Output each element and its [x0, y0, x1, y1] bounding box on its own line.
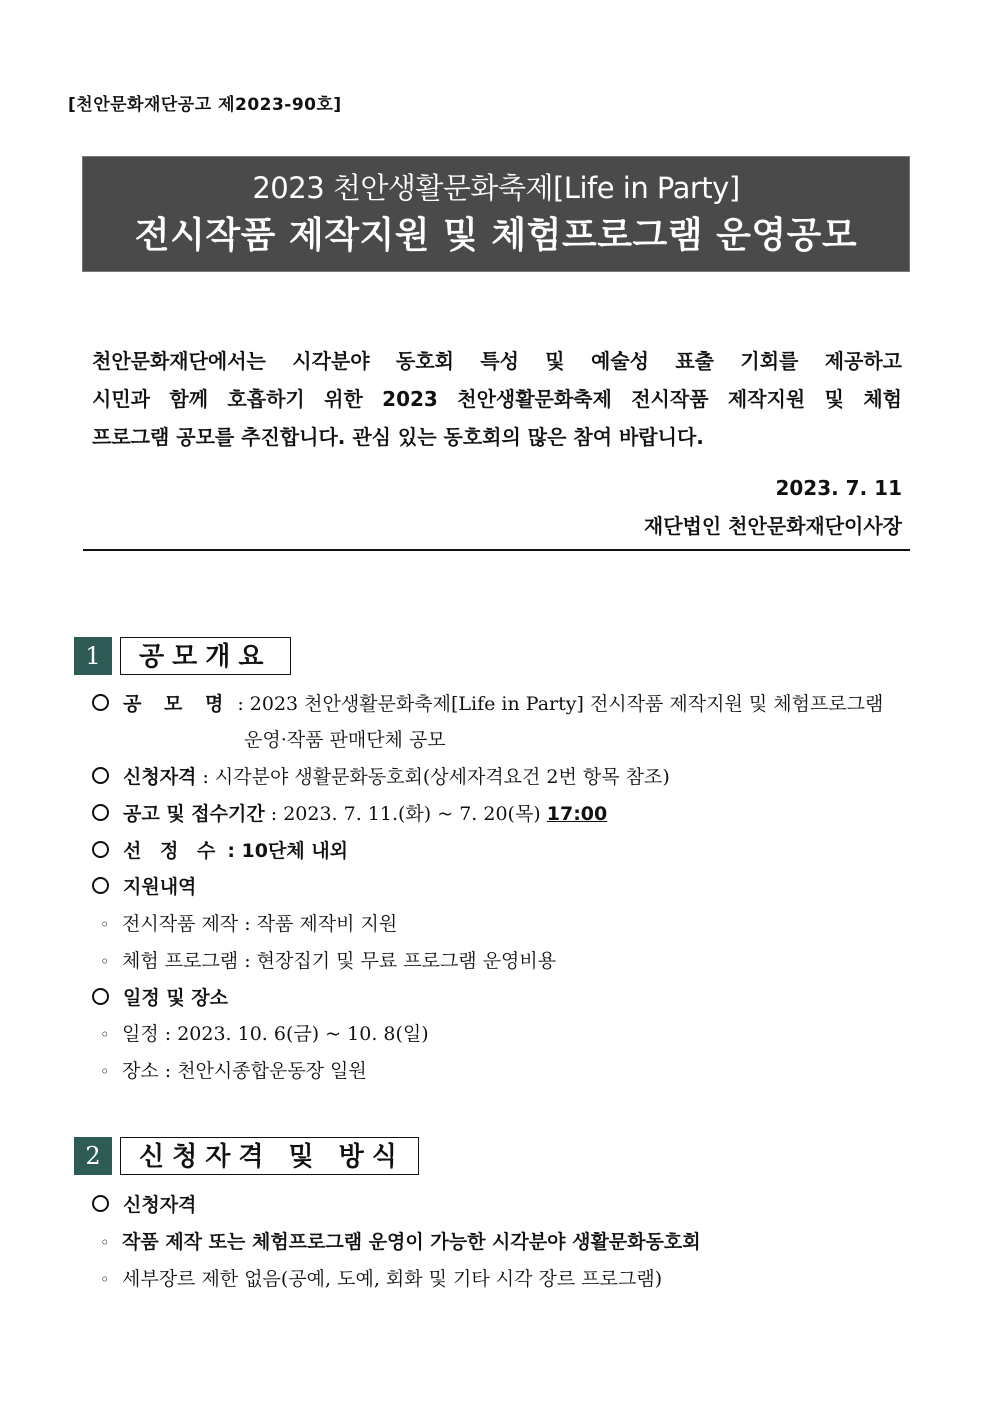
- support-item-text: 전시작품 제작 : 작품 제작비 지원: [122, 913, 398, 935]
- section1-title: 공모개요: [120, 637, 291, 675]
- support-label: 지원내역: [123, 876, 197, 898]
- circle-bullet-icon: [92, 1195, 109, 1212]
- section2-item-text: 세부장르 제한 없음(공예, 도예, 회화 및 기타 시각 장르 프로그램): [122, 1268, 663, 1290]
- schedule-item: [100, 1059, 367, 1084]
- support-item: [100, 949, 556, 974]
- section2-number: 2: [74, 1137, 112, 1175]
- schedule-item-text: 장소 : 천안시종합운동장 일원: [122, 1060, 367, 1082]
- small-circle-bullet-icon: ◦: [100, 952, 110, 971]
- contest-name-label: 공 모 명: [123, 693, 232, 715]
- section2-item-text: 작품 제작 또는 체험프로그램 운영이 가능한 시각분야 생활문화동호회: [122, 1231, 701, 1253]
- section1-number: 1: [74, 637, 112, 675]
- section2-eligibility-label: 신청자격: [123, 1194, 197, 1216]
- selection-label: 선 정 수: [123, 840, 222, 862]
- circle-bullet-icon: [92, 877, 109, 894]
- period-value: : 2023. 7. 11.(화) ~ 7. 20(목): [270, 803, 547, 825]
- section2-title: 신청자격 및 방식: [120, 1137, 419, 1175]
- circle-bullet-icon: [92, 767, 109, 784]
- small-circle-bullet-icon: ◦: [100, 1233, 110, 1252]
- selection-value: : 10단체 내외: [227, 840, 349, 862]
- section2-eligibility-row: [92, 1193, 196, 1217]
- notice-date: 2023. 7. 11: [775, 476, 902, 500]
- schedule-row: [92, 986, 228, 1010]
- circle-bullet-icon: [92, 988, 109, 1005]
- schedule-item: [100, 1022, 429, 1047]
- support-item-text: 체험 프로그램 : 현장집기 및 무료 프로그램 운영비용: [122, 950, 557, 972]
- divider: [83, 549, 910, 551]
- period-deadline: 17:00: [546, 803, 608, 825]
- intro-paragraph: [92, 342, 902, 456]
- section2-item: [100, 1230, 701, 1255]
- small-circle-bullet-icon: ◦: [100, 1062, 110, 1081]
- title-line1: 2023 천안생활문화축제[Life in Party]: [252, 171, 740, 205]
- small-circle-bullet-icon: ◦: [100, 1025, 110, 1044]
- circle-bullet-icon: [92, 694, 109, 711]
- contest-name-value-line2: 운영·작품 판매단체 공모: [244, 729, 446, 751]
- selection-row: [92, 839, 348, 863]
- issuer: 재단법인 천안문화재단이사장: [643, 514, 902, 538]
- small-circle-bullet-icon: ◦: [100, 1270, 110, 1289]
- circle-bullet-icon: [92, 804, 109, 821]
- circle-bullet-icon: [92, 841, 109, 858]
- section2-item: [100, 1267, 662, 1292]
- support-row: [92, 875, 196, 899]
- intro-line1: 천안문화재단에서는 시각분야 동호회 특성 및 예술성 표출 기회를 제공하고: [92, 349, 902, 373]
- title-line2: 전시작품 제작지원 및 체험프로그램 운영공모: [134, 215, 858, 256]
- support-item: [100, 912, 397, 937]
- schedule-label: 일정 및 장소: [123, 987, 228, 1009]
- eligibility-label: 신청자격: [123, 766, 197, 788]
- schedule-item-text: 일정 : 2023. 10. 6(금) ~ 10. 8(일): [122, 1023, 429, 1045]
- eligibility-value: : 시각분야 생활문화동호회(상세자격요건 2번 항목 참조): [202, 766, 670, 788]
- contest-name-row: [92, 692, 883, 716]
- eligibility-row: [92, 765, 670, 789]
- intro-line3: 프로그램 공모를 추진합니다. 관심 있는 동호회의 많은 참여 바랍니다.: [92, 425, 704, 449]
- intro-line2: 시민과 함께 호흡하기 위한 2023 천안생활문화축제 전시작품 제작지원 및 체험: [92, 387, 902, 411]
- title-banner: [82, 156, 910, 272]
- period-label: 공고 및 접수기간: [123, 803, 265, 825]
- small-circle-bullet-icon: ◦: [100, 915, 110, 934]
- notice-number: [천안문화재단공고 제2023-90호]: [68, 95, 342, 115]
- contest-name-value: : 2023 천안생활문화축제[Life in Party] 전시작품 제작지원 및 체험프로그램: [237, 693, 884, 715]
- period-row: [92, 802, 607, 826]
